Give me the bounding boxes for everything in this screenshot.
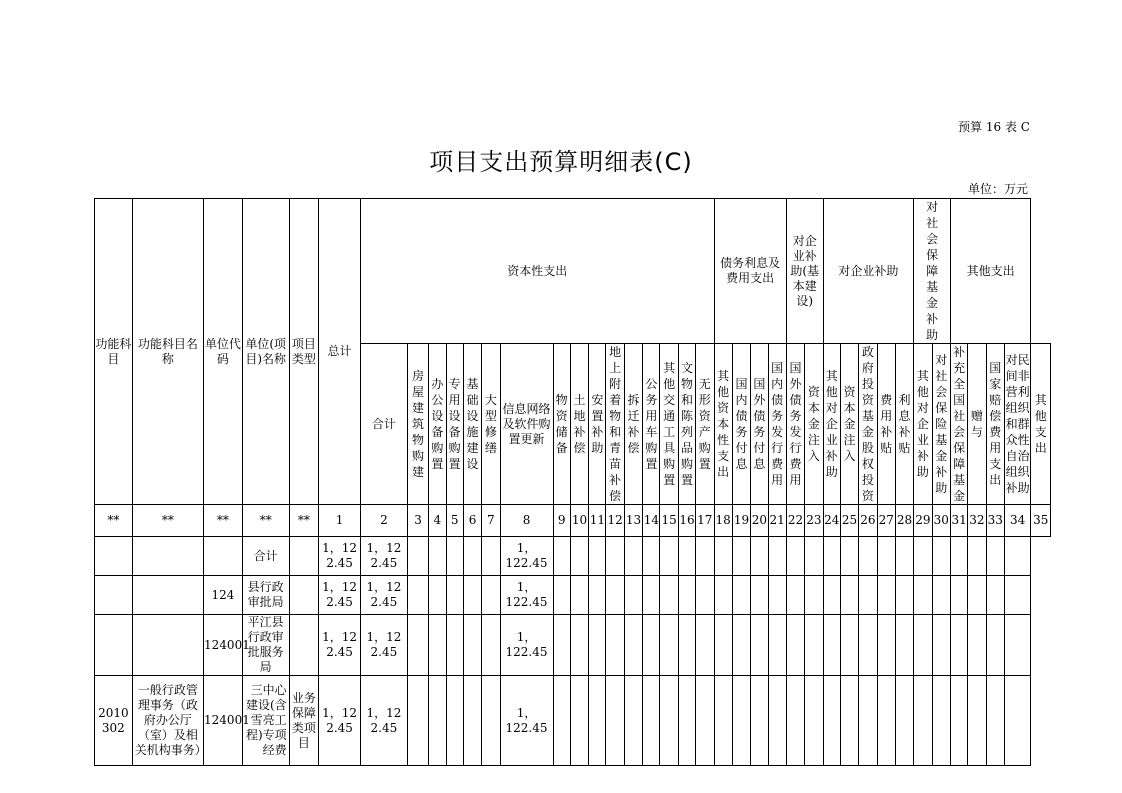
column-index-cell: ** bbox=[242, 505, 289, 537]
cell-total: 1，122.45 bbox=[319, 537, 361, 576]
cell-empty bbox=[732, 576, 750, 615]
cell-empty bbox=[986, 676, 1004, 766]
cell-empty bbox=[986, 615, 1004, 676]
header-c-other bbox=[714, 344, 732, 505]
cell-empty bbox=[968, 676, 986, 766]
cell-empty bbox=[678, 615, 695, 676]
budget-table bbox=[94, 198, 1051, 766]
header-c-demolish bbox=[624, 344, 642, 505]
cell-empty bbox=[429, 576, 446, 615]
cell-unit-code bbox=[204, 537, 243, 576]
header-c-infra bbox=[463, 344, 481, 505]
column-index-cell: 27 bbox=[877, 505, 895, 537]
cell-empty bbox=[895, 576, 913, 615]
cell-empty bbox=[950, 576, 967, 615]
header-s-social-label: 对社会保险基金补助 bbox=[935, 353, 948, 495]
cell-empty bbox=[932, 615, 950, 676]
cell-unit-name: 平江县行政审批服务局 bbox=[242, 615, 289, 676]
cell-empty bbox=[643, 676, 660, 766]
column-index-cell: 11 bbox=[589, 505, 606, 537]
cell-empty bbox=[732, 676, 750, 766]
cell-empty bbox=[877, 537, 895, 576]
header-c-office-label: 办公设备购置 bbox=[431, 377, 444, 471]
cell-empty bbox=[606, 615, 624, 676]
column-index-cell: 34 bbox=[1004, 505, 1031, 537]
header-e-capital bbox=[840, 344, 858, 505]
cell-empty bbox=[786, 537, 804, 576]
header-other: 其他支出 bbox=[950, 199, 1031, 344]
header-c-repair-label: 大型修缮 bbox=[484, 393, 497, 455]
column-index-cell: 2 bbox=[360, 505, 407, 537]
cell-empty bbox=[624, 676, 642, 766]
cell-func-code bbox=[95, 537, 133, 576]
cell-empty bbox=[463, 537, 481, 576]
cell-empty bbox=[624, 576, 642, 615]
cell-empty bbox=[407, 576, 428, 615]
cell-empty bbox=[553, 576, 570, 615]
cell-empty bbox=[589, 676, 606, 766]
cell-empty bbox=[968, 615, 986, 676]
cell-capital-sum: 1，122.45 bbox=[360, 676, 407, 766]
header-s-national bbox=[950, 344, 967, 505]
cell-empty bbox=[624, 615, 642, 676]
column-index-cell: 13 bbox=[624, 505, 642, 537]
cell-empty bbox=[1004, 615, 1031, 676]
cell-empty bbox=[732, 537, 750, 576]
column-index-cell: 9 bbox=[553, 505, 570, 537]
column-index-cell: 3 bbox=[407, 505, 428, 537]
header-c-sum: 合计 bbox=[360, 344, 407, 505]
cell-func-name bbox=[132, 615, 203, 676]
header-c-reserve-label: 物资储备 bbox=[555, 393, 568, 455]
cell-empty bbox=[429, 615, 446, 676]
cell-empty bbox=[786, 576, 804, 615]
cell-empty bbox=[678, 576, 695, 615]
cell-empty bbox=[859, 676, 877, 766]
cell-empty bbox=[840, 615, 858, 676]
header-o-nonprofit-label: 对民间非营利组织和群众性自治组织补助 bbox=[1005, 353, 1030, 495]
cell-empty bbox=[805, 537, 823, 576]
header-o-nonprofit bbox=[1004, 344, 1031, 505]
column-index-cell: ** bbox=[204, 505, 243, 537]
cell-empty bbox=[407, 537, 428, 576]
column-index-cell: 6 bbox=[463, 505, 481, 537]
cell-empty bbox=[895, 615, 913, 676]
cell-func-code: 2010302 bbox=[95, 676, 133, 766]
header-c-other-label: 其他资本性支出 bbox=[717, 369, 730, 479]
cell-unit-code: 124 bbox=[204, 576, 243, 615]
cell-it-update: 1，122.45 bbox=[500, 576, 553, 615]
header-c-intangible bbox=[696, 344, 714, 505]
column-index-cell: 30 bbox=[932, 505, 950, 537]
table-row bbox=[95, 576, 1051, 615]
column-index-cell: 35 bbox=[1031, 505, 1051, 537]
cell-empty bbox=[950, 615, 967, 676]
cell-project-type: 业务保障类项目 bbox=[289, 676, 319, 766]
cell-empty bbox=[751, 676, 768, 766]
table-row bbox=[95, 537, 1051, 576]
column-index-cell: 16 bbox=[678, 505, 695, 537]
cell-empty bbox=[877, 676, 895, 766]
header-c-land-label: 土地补偿 bbox=[573, 393, 586, 455]
cell-empty bbox=[446, 615, 463, 676]
header-ent-subsidy-base: 对企业补助(基本建设) bbox=[786, 199, 823, 344]
column-index-cell: 19 bbox=[732, 505, 750, 537]
column-index-cell: ** bbox=[95, 505, 133, 537]
header-unit-name: 单位(项目)名称 bbox=[242, 199, 289, 505]
header-eb-capital-label: 资本金注入 bbox=[807, 385, 820, 463]
cell-empty bbox=[823, 537, 840, 576]
header-d-for-fee bbox=[786, 344, 804, 505]
cell-empty bbox=[570, 537, 588, 576]
cell-empty bbox=[553, 615, 570, 676]
cell-empty bbox=[482, 676, 500, 766]
header-social bbox=[914, 199, 951, 344]
header-o-compensation-label: 国家赔偿费用支出 bbox=[989, 361, 1002, 487]
header-c-repair bbox=[482, 344, 500, 505]
cell-empty bbox=[914, 615, 932, 676]
cell-capital-sum: 1，122.45 bbox=[360, 615, 407, 676]
cell-empty bbox=[463, 576, 481, 615]
cell-unit-code: 124001 bbox=[204, 615, 243, 676]
cell-empty bbox=[823, 615, 840, 676]
cell-empty bbox=[446, 576, 463, 615]
cell-empty bbox=[840, 537, 858, 576]
header-c-intangible-label: 无形资产购置 bbox=[698, 377, 711, 471]
cell-empty bbox=[446, 537, 463, 576]
header-c-transport bbox=[660, 344, 678, 505]
cell-empty bbox=[840, 676, 858, 766]
cell-empty bbox=[768, 576, 786, 615]
header-e-fee-label: 费用补贴 bbox=[880, 393, 893, 455]
cell-project-type bbox=[289, 537, 319, 576]
cell-empty bbox=[877, 615, 895, 676]
column-index-cell: ** bbox=[289, 505, 319, 537]
header-c-office bbox=[429, 344, 446, 505]
cell-unit-name: 三中心建设(含雪亮工程)专项经费 bbox=[242, 676, 289, 766]
column-index-cell: ** bbox=[132, 505, 203, 537]
header-o-other-label: 其他支出 bbox=[1034, 393, 1047, 455]
header-e-equity bbox=[859, 344, 877, 505]
column-index-cell: 7 bbox=[482, 505, 500, 537]
cell-unit-name: 县行政审批局 bbox=[242, 576, 289, 615]
cell-empty bbox=[840, 576, 858, 615]
cell-empty bbox=[463, 676, 481, 766]
header-func-subject-name: 功能科目名称 bbox=[132, 199, 203, 505]
cell-empty bbox=[660, 615, 678, 676]
header-d-dom-fee-label: 国内债务发行费用 bbox=[771, 361, 784, 487]
cell-empty bbox=[986, 576, 1004, 615]
column-index-cell: 5 bbox=[446, 505, 463, 537]
cell-empty bbox=[786, 676, 804, 766]
header-social-label: 对社会保障基金补助 bbox=[926, 200, 939, 342]
cell-empty bbox=[714, 537, 732, 576]
header-c-land bbox=[570, 344, 588, 505]
header-c-relic-label: 文物和陈列品购置 bbox=[680, 361, 693, 487]
header-c-special bbox=[446, 344, 463, 505]
header-o-gift bbox=[968, 344, 986, 505]
cell-empty bbox=[643, 576, 660, 615]
cell-empty bbox=[463, 615, 481, 676]
cell-empty bbox=[786, 615, 804, 676]
cell-empty bbox=[553, 537, 570, 576]
table-row bbox=[95, 615, 1051, 676]
header-d-for-interest-label: 国外债务付息 bbox=[753, 377, 766, 471]
cell-empty bbox=[553, 676, 570, 766]
cell-empty bbox=[589, 615, 606, 676]
cell-empty bbox=[660, 676, 678, 766]
cell-empty bbox=[482, 576, 500, 615]
cell-empty bbox=[914, 537, 932, 576]
header-func-subject: 功能科目 bbox=[95, 199, 133, 505]
header-s-social bbox=[932, 344, 950, 505]
header-d-for-fee-label: 国外债务发行费用 bbox=[789, 361, 802, 487]
cell-unit-name: 合计 bbox=[242, 537, 289, 576]
cell-empty bbox=[624, 537, 642, 576]
cell-empty bbox=[678, 676, 695, 766]
cell-empty bbox=[570, 676, 588, 766]
cell-empty bbox=[859, 615, 877, 676]
cell-empty bbox=[1004, 676, 1031, 766]
header-o-compensation bbox=[986, 344, 1004, 505]
cell-empty bbox=[823, 676, 840, 766]
cell-empty bbox=[968, 576, 986, 615]
cell-empty bbox=[429, 676, 446, 766]
cell-empty bbox=[482, 537, 500, 576]
cell-empty bbox=[914, 676, 932, 766]
cell-empty bbox=[751, 537, 768, 576]
cell-empty bbox=[859, 576, 877, 615]
header-o-other bbox=[1031, 344, 1051, 505]
cell-total: 1，122.45 bbox=[319, 576, 361, 615]
cell-capital-sum: 1，122.45 bbox=[360, 576, 407, 615]
column-index-cell: 24 bbox=[823, 505, 840, 537]
cell-empty bbox=[696, 615, 714, 676]
header-c-car-label: 公务用车购置 bbox=[645, 377, 658, 471]
header-c-car bbox=[643, 344, 660, 505]
cell-empty bbox=[1004, 537, 1031, 576]
header-e-fee bbox=[877, 344, 895, 505]
header-c-resettle-label: 安置补助 bbox=[591, 393, 604, 455]
cell-empty bbox=[751, 576, 768, 615]
cell-func-name bbox=[132, 537, 203, 576]
cell-empty bbox=[696, 537, 714, 576]
cell-empty bbox=[768, 537, 786, 576]
cell-empty bbox=[606, 676, 624, 766]
cell-empty bbox=[696, 576, 714, 615]
cell-empty bbox=[950, 537, 967, 576]
cell-empty bbox=[732, 615, 750, 676]
cell-it-update: 1，122.45 bbox=[500, 615, 553, 676]
cell-empty bbox=[895, 676, 913, 766]
cell-it-update: 1，122.45 bbox=[500, 676, 553, 766]
header-e-interest bbox=[895, 344, 913, 505]
header-e-capital-label: 资本金注入 bbox=[843, 385, 856, 463]
cell-empty bbox=[895, 537, 913, 576]
header-capital: 资本性支出 bbox=[360, 199, 714, 344]
cell-empty bbox=[877, 576, 895, 615]
cell-empty bbox=[606, 576, 624, 615]
header-d-dom-interest-label: 国内债务付息 bbox=[735, 377, 748, 471]
cell-empty bbox=[751, 615, 768, 676]
column-index-cell: 12 bbox=[606, 505, 624, 537]
cell-func-code bbox=[95, 615, 133, 676]
header-c-attach-label: 地上附着物和青苗补偿 bbox=[609, 345, 622, 503]
cell-empty bbox=[805, 576, 823, 615]
unit-label: 单位：万元 bbox=[967, 182, 1028, 196]
header-c-attach bbox=[606, 344, 624, 505]
cell-empty bbox=[606, 537, 624, 576]
header-c-it: 信息网络及软件购置更新 bbox=[500, 344, 553, 505]
cell-empty bbox=[589, 537, 606, 576]
header-e-other-label: 其他对企业补助 bbox=[916, 369, 929, 479]
column-index-cell: 23 bbox=[805, 505, 823, 537]
cell-empty bbox=[678, 537, 695, 576]
header-c-reserve bbox=[553, 344, 570, 505]
header-total: 总计 bbox=[319, 199, 361, 505]
cell-empty bbox=[643, 615, 660, 676]
header-e-equity-label: 政府投资基金股权投资 bbox=[861, 345, 874, 503]
table-row bbox=[95, 676, 1051, 766]
cell-project-type bbox=[289, 576, 319, 615]
cell-empty bbox=[805, 615, 823, 676]
column-index-cell: 8 bbox=[500, 505, 553, 537]
header-c-house bbox=[407, 344, 428, 505]
column-index-cell: 4 bbox=[429, 505, 446, 537]
cell-empty bbox=[570, 576, 588, 615]
cell-func-code bbox=[95, 576, 133, 615]
cell-empty bbox=[660, 537, 678, 576]
column-index-cell: 32 bbox=[968, 505, 986, 537]
cell-project-type bbox=[289, 615, 319, 676]
column-index-cell: 33 bbox=[986, 505, 1004, 537]
column-index-cell: 26 bbox=[859, 505, 877, 537]
cell-empty bbox=[407, 615, 428, 676]
cell-empty bbox=[823, 576, 840, 615]
cell-capital-sum: 1，122.45 bbox=[360, 537, 407, 576]
header-c-relic bbox=[678, 344, 695, 505]
cell-empty bbox=[696, 676, 714, 766]
page-title: 项目支出预算明细表(C) bbox=[429, 148, 693, 176]
cell-unit-code: 124001 bbox=[204, 676, 243, 766]
cell-func-name bbox=[132, 576, 203, 615]
column-index-row bbox=[95, 505, 1051, 537]
cell-empty bbox=[932, 676, 950, 766]
header-ent-subsidy: 对企业补助 bbox=[823, 199, 914, 344]
header-o-gift-label: 赠与 bbox=[970, 409, 983, 439]
cell-empty bbox=[714, 576, 732, 615]
cell-empty bbox=[407, 676, 428, 766]
cell-empty bbox=[932, 576, 950, 615]
column-index-cell: 22 bbox=[786, 505, 804, 537]
header-unit-code: 单位代码 bbox=[204, 199, 243, 505]
cell-func-name: 一般行政管理事务（政府办公厅（室）及相关机构事务） bbox=[132, 676, 203, 766]
column-index-cell: 18 bbox=[714, 505, 732, 537]
cell-it-update: 1，122.45 bbox=[500, 537, 553, 576]
column-index-cell: 14 bbox=[643, 505, 660, 537]
form-number: 预算 16 表 C bbox=[958, 120, 1030, 134]
header-e-other bbox=[914, 344, 932, 505]
cell-empty bbox=[932, 537, 950, 576]
header-c-demolish-label: 拆迁补偿 bbox=[627, 393, 640, 455]
cell-empty bbox=[914, 576, 932, 615]
header-c-resettle bbox=[589, 344, 606, 505]
cell-empty bbox=[950, 676, 967, 766]
header-c-transport-label: 其他交通工具购置 bbox=[663, 361, 676, 487]
header-s-national-label: 补充全国社会保障基金 bbox=[953, 345, 966, 503]
column-index-cell: 1 bbox=[319, 505, 361, 537]
cell-empty bbox=[570, 615, 588, 676]
header-eb-other-label: 其他对企业补助 bbox=[825, 369, 838, 479]
header-e-interest-label: 利息补贴 bbox=[898, 393, 911, 455]
column-index-cell: 28 bbox=[895, 505, 913, 537]
header-debt: 债务利息及费用支出 bbox=[714, 199, 786, 344]
cell-empty bbox=[859, 537, 877, 576]
column-index-cell: 17 bbox=[696, 505, 714, 537]
cell-empty bbox=[446, 676, 463, 766]
column-index-cell: 10 bbox=[570, 505, 588, 537]
column-index-cell: 15 bbox=[660, 505, 678, 537]
cell-empty bbox=[986, 537, 1004, 576]
cell-total: 1，122.45 bbox=[319, 676, 361, 766]
cell-empty bbox=[589, 576, 606, 615]
cell-empty bbox=[643, 537, 660, 576]
column-index-cell: 21 bbox=[768, 505, 786, 537]
cell-empty bbox=[805, 676, 823, 766]
cell-empty bbox=[660, 576, 678, 615]
column-index-cell: 20 bbox=[751, 505, 768, 537]
cell-empty bbox=[714, 676, 732, 766]
cell-empty bbox=[714, 615, 732, 676]
header-d-dom-fee bbox=[768, 344, 786, 505]
column-index-cell: 25 bbox=[840, 505, 858, 537]
cell-total: 1，122.45 bbox=[319, 615, 361, 676]
header-eb-capital bbox=[805, 344, 823, 505]
cell-empty bbox=[768, 676, 786, 766]
header-project-type: 项目类型 bbox=[289, 199, 319, 505]
header-d-for-interest bbox=[751, 344, 768, 505]
column-index-cell: 31 bbox=[950, 505, 967, 537]
cell-empty bbox=[429, 537, 446, 576]
cell-empty bbox=[482, 615, 500, 676]
header-c-infra-label: 基础设施建设 bbox=[466, 377, 479, 471]
header-c-special-label: 专用设备购置 bbox=[448, 377, 461, 471]
cell-empty bbox=[768, 615, 786, 676]
header-c-house-label: 房屋建筑物购建 bbox=[412, 369, 425, 479]
header-eb-other bbox=[823, 344, 840, 505]
cell-empty bbox=[968, 537, 986, 576]
header-d-dom-interest bbox=[732, 344, 750, 505]
header-row-1 bbox=[95, 199, 1051, 344]
cell-empty bbox=[1004, 576, 1031, 615]
column-index-cell: 29 bbox=[914, 505, 932, 537]
